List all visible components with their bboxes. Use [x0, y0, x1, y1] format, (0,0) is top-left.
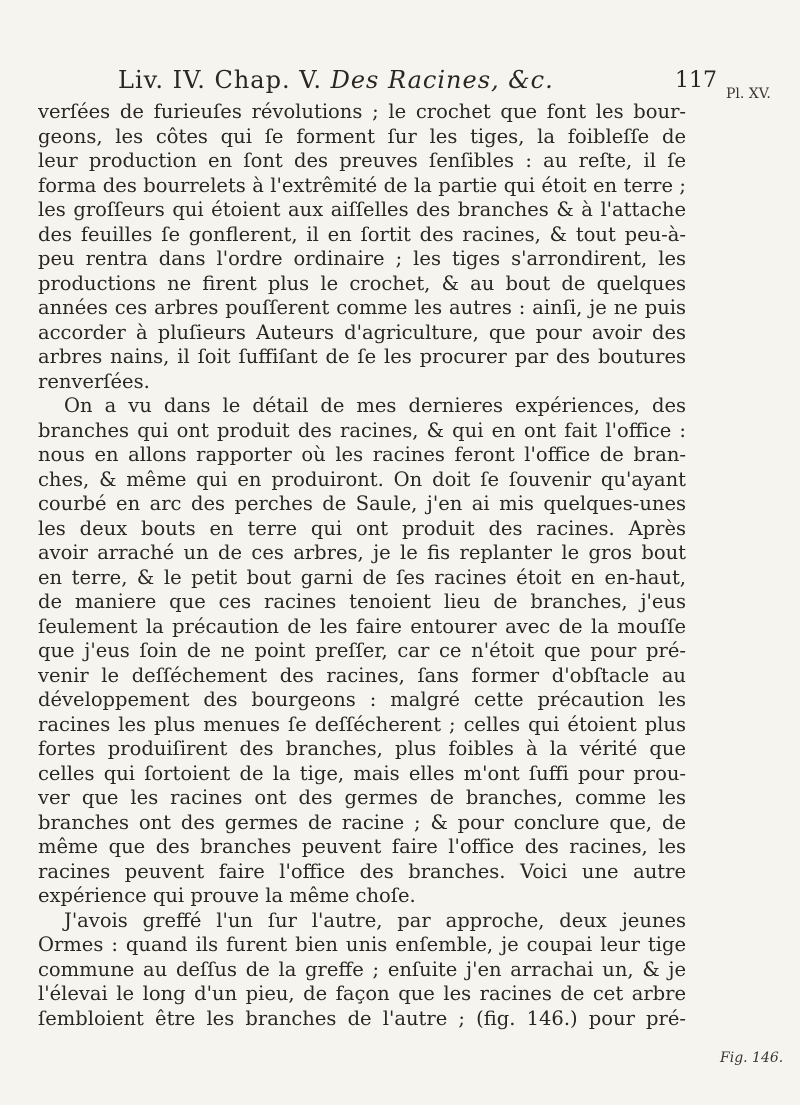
text-line: J'avois greffé l'un ſur l'autre, par approche, deux jeunes: [64, 908, 686, 932]
text-line: de maniere que ces racines tenoient lieu de branches, j'eus: [38, 590, 686, 613]
figure-reference: Fig. 146.: [720, 1050, 784, 1066]
text-line: ver que les racines ont des germes de branches, comme les: [38, 786, 686, 809]
text-line: les deux bouts en terre qui ont produit des racines. Après: [38, 516, 686, 540]
text-line: branches qui ont produit des racines, & qui en ont fait l'office :: [38, 418, 686, 442]
text-line: accorder à pluſieurs Auteurs d'agriculture, que pour avoir des: [38, 320, 686, 344]
running-head-title: Des Racines, &c.: [330, 66, 554, 94]
text-line: commune au deſſus de la greffe ; enſuite j'en arrachai un, & je: [38, 957, 686, 981]
text-line: forma des bourrelets à l'extrêmité de la partie qui étoit en terre ;: [38, 173, 686, 197]
text-line: courbé en arc des perches de Saule, j'en ai mis quelques-unes: [38, 492, 686, 515]
page-number: 117: [675, 68, 717, 93]
text-line: celles qui ſortoient de la tige, mais elles m'ont ſuffi pour prou-: [38, 761, 686, 785]
text-line: années ces arbres pouſſerent comme les autres : ainſi, je ne puis: [38, 296, 686, 319]
text-line: racines les plus menues ſe deſſécherent ; celles qui étoient plus: [38, 712, 686, 736]
text-line: leur production en ſont des preuves ſenſibles : au reſte, il ſe: [38, 149, 686, 172]
body-text: [38, 100, 686, 1031]
text-line: On a vu dans le détail de mes dernieres expériences, des: [64, 394, 686, 417]
text-line: ſeulement la précaution de les faire entourer avec de la mouſſe: [38, 614, 686, 638]
text-line: Ormes : quand ils furent bien unis enſemble, je coupai leur tige: [38, 933, 686, 956]
text-line: ſembloient être les branches de l'autre ; (fig. 146.) pour pré-: [38, 1006, 686, 1030]
text-line: que j'eus ſoin de ne point preſſer, car ce n'étoit que pour pré-: [38, 639, 686, 662]
text-line: peu rentra dans l'ordre ordinaire ; les tiges s'arrondirent, les: [38, 247, 686, 270]
text-line: les groſſeurs qui étoient aux aiſſelles des branches & à l'attache: [38, 198, 686, 221]
text-line: expérience qui prouve la même choſe.: [38, 884, 416, 907]
running-head-chapter: Liv. IV. Chap. V.: [118, 66, 331, 94]
text-line: développement des bourgeons : malgré cette précaution les: [38, 688, 686, 711]
text-line: venir le deſſéchement des racines, ſans former d'obſtacle au: [38, 663, 686, 687]
text-line: ches, & même qui en produiront. On doit ſe ſouvenir qu'ayant: [38, 467, 686, 491]
text-line: branches ont des germes de racine ; & pour conclure que, de: [38, 810, 686, 834]
text-line: nous en allons rapporter où les racines feront l'office de bran-: [38, 443, 686, 466]
text-line: verſées de furieuſes révolutions ; le crochet que font les bour-: [38, 100, 686, 123]
text-line: productions ne firent plus le crochet, & au bout de quelques: [38, 271, 686, 295]
text-line: même que des branches peuvent faire l'office des racines, les: [38, 835, 686, 858]
text-line: racines peuvent faire l'office des branches. Voici une autre: [38, 859, 686, 883]
running-head: [118, 66, 554, 94]
text-line: l'élevai le long d'un pieu, de façon que les racines de cet arbre: [38, 982, 686, 1005]
text-line: fortes produiſirent des branches, plus foibles à la vérité que: [38, 737, 686, 760]
text-line: renverſées.: [38, 369, 150, 393]
text-line: avoir arraché un de ces arbres, je le fis replanter le gros bout: [38, 541, 686, 564]
plate-reference: Pl. XV.: [726, 86, 771, 102]
text-line: des feuilles ſe gonflerent, il en ſortit des racines, & tout peu-à-: [38, 222, 686, 246]
text-line: geons, les côtes qui ſe forment ſur les tiges, la foibleſſe de: [38, 124, 686, 148]
text-line: arbres nains, il ſoit ſuffiſant de ſe les procurer par des boutures: [38, 345, 686, 368]
text-line: en terre, & le petit bout garni de ſes racines étoit en en-haut,: [38, 565, 686, 589]
